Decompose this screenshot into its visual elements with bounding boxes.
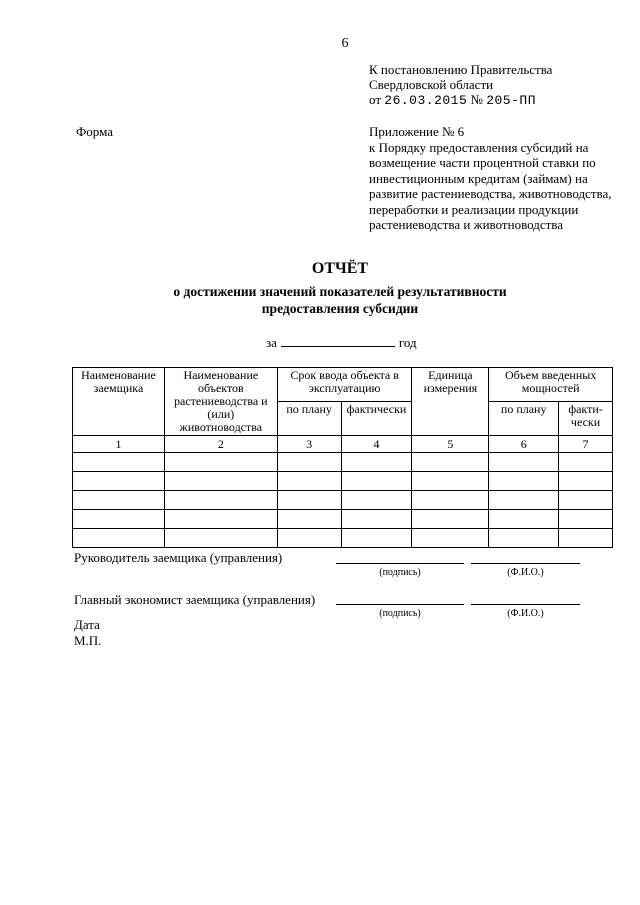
- table-cell[interactable]: [489, 453, 559, 472]
- table-cell[interactable]: [277, 510, 341, 529]
- table-cell[interactable]: [73, 529, 165, 548]
- table-row: [73, 529, 613, 548]
- column-number: 1: [73, 436, 165, 453]
- table-cell[interactable]: [73, 472, 165, 491]
- subheader-capacity-plan: по плану: [489, 402, 559, 436]
- report-table: [72, 367, 613, 548]
- table-cell[interactable]: [341, 472, 412, 491]
- table-cell[interactable]: [489, 472, 559, 491]
- decree-date: 26.03.2015: [384, 93, 468, 108]
- decree-line-2: Свердловской области: [369, 77, 494, 92]
- column-number: 6: [489, 436, 559, 453]
- table-cell[interactable]: [412, 529, 489, 548]
- table-row: [73, 472, 613, 491]
- table-cell[interactable]: [489, 529, 559, 548]
- report-title: ОТЧЁТ: [311, 260, 369, 277]
- table-cell[interactable]: [341, 529, 412, 548]
- column-number: 2: [164, 436, 277, 453]
- table-cell[interactable]: [164, 529, 277, 548]
- header-capacity-volume: Объем введенных мощностей: [489, 368, 613, 402]
- table-cell[interactable]: [341, 453, 412, 472]
- decree-reference: [369, 62, 552, 108]
- table-cell[interactable]: [164, 453, 277, 472]
- form-label: Форма: [76, 124, 113, 139]
- head-name-line[interactable]: [471, 563, 580, 564]
- table-cell[interactable]: [412, 472, 489, 491]
- appendix-line: возмещение части процентной ставки по: [369, 155, 596, 170]
- date-label: Дата: [74, 617, 100, 632]
- header-borrower-name: Наименование заемщика: [73, 368, 165, 436]
- table-cell[interactable]: [559, 491, 613, 510]
- economist-signature-line[interactable]: [336, 604, 464, 605]
- appendix-line: развитие растениеводства, животноводства,: [369, 186, 612, 201]
- table-cell[interactable]: [73, 453, 165, 472]
- table-cell[interactable]: [559, 510, 613, 529]
- decree-prefix: от: [369, 92, 382, 107]
- table-cell[interactable]: [412, 491, 489, 510]
- column-number: 3: [277, 436, 341, 453]
- header-object-name: Наименование объектов растениеводства и (или) животноводства: [164, 368, 277, 436]
- appendix-line: растениеводства и животноводства: [369, 217, 564, 232]
- decree-number-sign: №: [470, 92, 483, 107]
- table-cell[interactable]: [277, 472, 341, 491]
- subheader-term-plan: по плану: [277, 402, 341, 436]
- decree-date-line: [369, 92, 552, 108]
- appendix-title: Приложение № 6: [369, 124, 465, 139]
- table-cell[interactable]: [489, 491, 559, 510]
- date-stamp-block: [74, 617, 101, 649]
- table-cell[interactable]: [164, 510, 277, 529]
- table-cell[interactable]: [277, 453, 341, 472]
- table-cell[interactable]: [73, 510, 165, 529]
- table-row: [73, 510, 613, 529]
- report-subtitle: [0, 283, 640, 317]
- economist-name-line[interactable]: [471, 604, 580, 605]
- economist-signature-label: Главный экономист заемщика (управления): [74, 592, 316, 607]
- table-header-row: [73, 368, 613, 402]
- period-year-blank[interactable]: [281, 335, 395, 347]
- page-number: 6: [341, 36, 349, 51]
- period-prefix: за: [266, 335, 277, 350]
- head-signature-label: Руководитель заемщика (управления): [74, 550, 283, 565]
- economist-name-hint: (Ф.И.О.): [507, 608, 544, 619]
- column-number: 5: [412, 436, 489, 453]
- table-cell[interactable]: [412, 510, 489, 529]
- table-cell[interactable]: [73, 491, 165, 510]
- table-row: [73, 453, 613, 472]
- period-suffix: год: [398, 335, 417, 350]
- table-cell[interactable]: [341, 510, 412, 529]
- economist-signature-hint: (подпись): [379, 608, 421, 619]
- appendix-line: к Порядку предоставления субсидий на: [369, 139, 589, 155]
- decree-number: 205-ПП: [486, 93, 536, 108]
- table-cell[interactable]: [341, 491, 412, 510]
- head-signature-hint: (подпись): [379, 567, 421, 578]
- table-cell[interactable]: [164, 491, 277, 510]
- table-cell[interactable]: [559, 529, 613, 548]
- report-subtitle-line-2: предоставления субсидии: [261, 301, 419, 316]
- report-period: [266, 335, 417, 351]
- table-cell[interactable]: [412, 453, 489, 472]
- appendix-line: переработки и реализации продукции: [369, 201, 579, 217]
- column-number-row: [73, 436, 613, 453]
- table-cell[interactable]: [164, 472, 277, 491]
- table-row: [73, 491, 613, 510]
- table-cell[interactable]: [277, 491, 341, 510]
- header-commissioning-term: Срок ввода объекта в эксплуатацию: [277, 368, 412, 402]
- table-cell[interactable]: [559, 453, 613, 472]
- table-cell[interactable]: [277, 529, 341, 548]
- header-unit: Единица измерения: [412, 368, 489, 436]
- table-cell[interactable]: [489, 510, 559, 529]
- appendix-block: [369, 124, 629, 233]
- subheader-capacity-actual: факти-чески: [559, 402, 613, 436]
- table-cell[interactable]: [559, 472, 613, 491]
- stamp-label: М.П.: [74, 633, 102, 648]
- report-subtitle-line-1: о достижении значений показателей результативности: [173, 284, 507, 299]
- appendix-line: инвестиционным кредитам (займам) на: [369, 170, 588, 186]
- head-signature-line[interactable]: [336, 563, 464, 564]
- subheader-term-actual: фактически: [341, 402, 412, 436]
- decree-line-1: К постановлению Правительства: [369, 62, 553, 77]
- head-name-hint: (Ф.И.О.): [507, 567, 544, 578]
- column-number: 4: [341, 436, 412, 453]
- column-number: 7: [559, 436, 613, 453]
